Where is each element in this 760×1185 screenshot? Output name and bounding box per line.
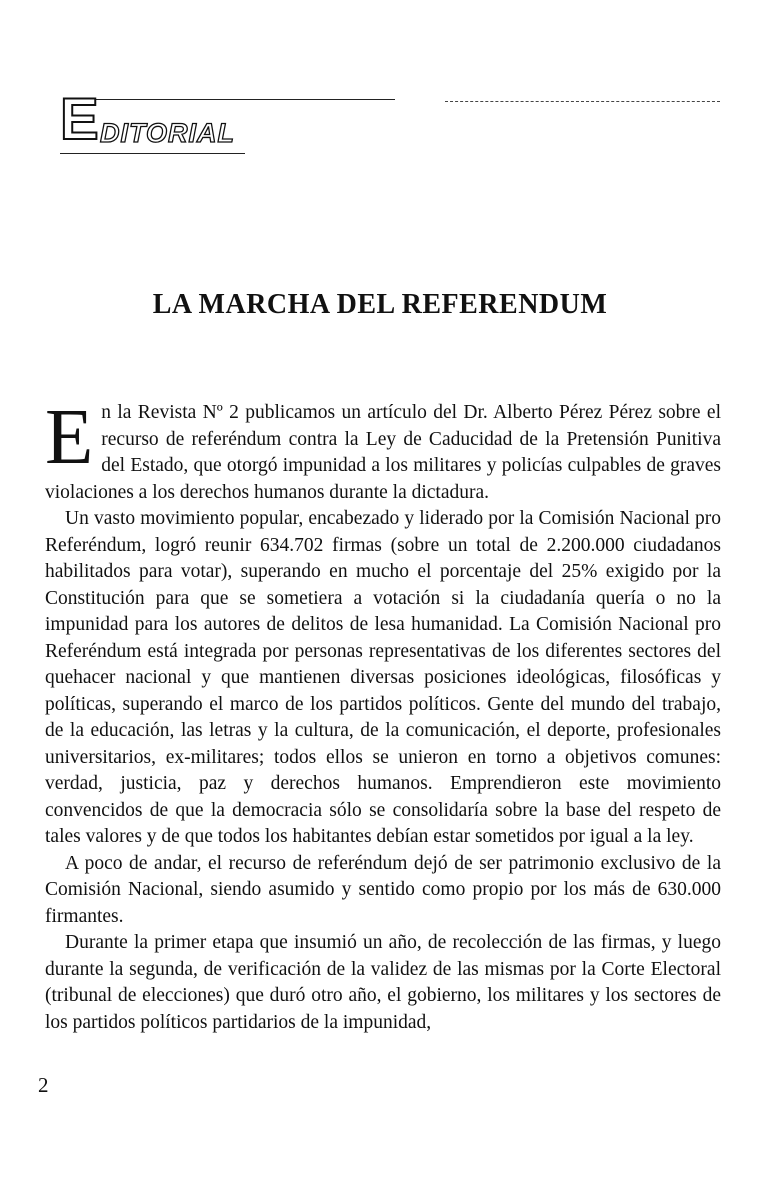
header-rule-right xyxy=(445,101,720,102)
article-body xyxy=(45,394,721,1036)
paragraph-2: Un vasto movimiento popular, encabezado y liderado por la Comisión Nacional pro Referéndum, logró reunir 634.702 firmas (sobre un total de 2.200.000 ciudadanos habilitados para votar), superando en mucho el porcentaje del 25% exigido por la Constitución para que se sometiera a votación si la ciudadanía quería o no la impunidad para los autores de delitos de lesa humanidad. La Comisión Nacional pro Referéndum está integrada por personas representativas de los diferentes sectores del quehacer nacional y que mantienen diversas posiciones ideológicas, filosóficas y políticas, superando el marco de los partidos políticos. Gente del mundo del trabajo, de la educación, las letras y la cultura, de la comunicación, el deporte, profesionales universitarios, ex-militares; todos ellos se unieron en torno a objetivos comunes: verdad, justicia, paz y derechos humanos. Emprendieron este movimiento convencidos de que la democracia sólo se consolidaría sobre la base del respeto de tales valores y de que todos los habitantes debían estar sometidos por igual a la ley. xyxy=(45,508,721,847)
page-number: 2 xyxy=(38,1073,49,1097)
paragraph-3: A poco de andar, el recurso de referéndum dejó de ser patrimonio exclusivo de la Comisión Nacional, siendo asumido y sentido como propio por los más de 630.000 firmantes. xyxy=(45,852,721,927)
paragraph-1 xyxy=(45,394,721,506)
header-underline xyxy=(60,153,245,154)
section-logo-initial: E xyxy=(60,87,99,152)
article-title: LA MARCHA DEL REFERENDUM xyxy=(152,289,608,320)
paragraph-1-text: n la Revista Nº 2 publicamos un artículo del Dr. Alberto Pérez Pérez sobre el recurso de referéndum contra la Ley de Caducidad de la Pretensión Punitiva del Estado, que otorgó impunidad a los militares y policías culpables de graves violaciones a los derechos humanos durante la dictadura. xyxy=(45,402,721,503)
section-header xyxy=(55,85,720,160)
section-logo-word: DITORIAL xyxy=(100,118,235,148)
drop-cap: E xyxy=(45,394,94,481)
paragraph-4: Durante la primer etapa que insumió un año, de recolección de las firmas, y luego durante la segunda, de verificación de la validez de las mismas por la Corte Electoral (tribunal de elecciones) que duró otro año, el gobierno, los militares y los sectores de los partidos políticos partidarios de la impunidad, xyxy=(45,932,721,1033)
header-rule-left xyxy=(65,99,395,100)
